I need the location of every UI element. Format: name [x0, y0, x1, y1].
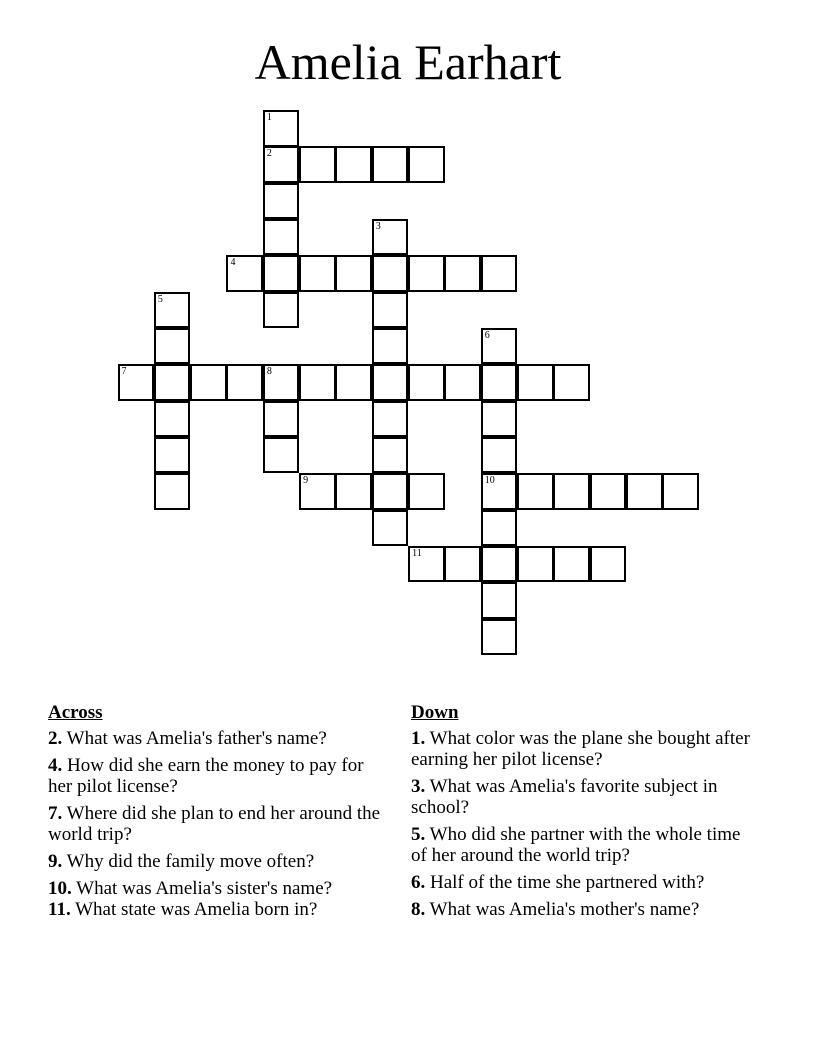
grid-cell[interactable] — [263, 183, 300, 220]
grid-cell[interactable] — [481, 364, 518, 401]
grid-cell[interactable] — [263, 364, 300, 401]
grid-cell[interactable] — [481, 473, 518, 510]
grid-cell[interactable] — [226, 255, 263, 292]
grid-cell[interactable] — [408, 146, 445, 183]
grid-cell[interactable] — [299, 364, 336, 401]
clue-number: 11. — [48, 899, 71, 920]
grid-cell[interactable] — [553, 364, 590, 401]
across-clue — [48, 899, 388, 920]
grid-cell[interactable] — [154, 401, 191, 438]
clue-number: 4. — [48, 755, 63, 776]
grid-cell[interactable] — [444, 364, 481, 401]
down-clue — [411, 776, 756, 818]
grid-cell[interactable] — [372, 437, 409, 474]
grid-cell[interactable] — [372, 219, 409, 256]
across-clue — [48, 851, 388, 872]
grid-cell[interactable] — [263, 437, 300, 474]
down-heading: Down — [411, 702, 459, 723]
grid-cell[interactable] — [154, 473, 191, 510]
clue-number-label: 5 — [157, 293, 163, 305]
clue-number-label: 2 — [266, 148, 272, 160]
grid-cell[interactable] — [154, 328, 191, 365]
grid-cell[interactable] — [263, 255, 300, 292]
grid-cell[interactable] — [299, 146, 336, 183]
grid-cell[interactable] — [263, 292, 300, 329]
across-clues — [48, 702, 388, 926]
grid-cell[interactable] — [590, 546, 627, 583]
clue-text: What was Amelia's sister's name? — [76, 878, 333, 899]
down-clue — [411, 899, 756, 920]
across-clue — [48, 755, 388, 797]
grid-cell[interactable] — [481, 582, 518, 619]
grid-cell[interactable] — [444, 255, 481, 292]
clue-number: 5. — [411, 824, 426, 845]
grid-cell[interactable] — [590, 473, 627, 510]
clue-number-label: 10 — [484, 475, 495, 487]
grid-cell[interactable] — [372, 146, 409, 183]
clue-text: How did she earn the money to pay for her pilot license? — [48, 755, 364, 797]
grid-cell[interactable] — [263, 401, 300, 438]
clue-number-label: 8 — [266, 366, 272, 378]
grid-cell[interactable] — [372, 401, 409, 438]
across-clue — [48, 878, 388, 899]
clue-number-label: 1 — [266, 112, 272, 123]
clue-text: Why did the family move often? — [66, 851, 315, 872]
clue-number: 10. — [48, 878, 72, 899]
grid-cell[interactable] — [481, 619, 518, 656]
grid-cell[interactable] — [226, 364, 263, 401]
grid-cell[interactable] — [481, 401, 518, 438]
grid-cell[interactable] — [553, 546, 590, 583]
down-clue — [411, 872, 756, 893]
grid-cell[interactable] — [517, 473, 554, 510]
grid-cell[interactable] — [408, 364, 445, 401]
grid-cell[interactable] — [154, 437, 191, 474]
clue-number-label: 3 — [375, 220, 381, 232]
grid-cell[interactable] — [553, 473, 590, 510]
grid-cell[interactable] — [372, 364, 409, 401]
clue-text: Who did she partner with the whole time of her around the world trip? — [411, 824, 741, 866]
grid-cell[interactable] — [481, 437, 518, 474]
clue-number: 1. — [411, 728, 426, 749]
clue-text: Half of the time she partnered with? — [430, 872, 705, 893]
grid-cell[interactable] — [481, 328, 518, 365]
across-clue — [48, 803, 388, 845]
grid-cell[interactable] — [517, 364, 554, 401]
grid-cell[interactable] — [335, 473, 372, 510]
clue-number: 6. — [411, 872, 426, 893]
clue-text: What state was Amelia born in? — [75, 899, 318, 920]
across-clue — [48, 728, 388, 749]
grid-cell[interactable] — [408, 473, 445, 510]
grid-cell[interactable] — [299, 255, 336, 292]
grid-cell[interactable] — [481, 255, 518, 292]
down-clues — [411, 702, 756, 926]
grid-cell[interactable] — [372, 473, 409, 510]
grid-cell[interactable] — [154, 292, 191, 329]
clue-number-label: 6 — [484, 329, 490, 341]
grid-cell[interactable] — [626, 473, 663, 510]
grid-cell[interactable] — [517, 546, 554, 583]
grid-cell[interactable] — [335, 146, 372, 183]
grid-cell[interactable] — [372, 255, 409, 292]
grid-cell[interactable] — [372, 328, 409, 365]
clue-text: What color was the plane she bought after earning her pilot license? — [411, 728, 750, 770]
clue-text: What was Amelia's mother's name? — [429, 899, 700, 920]
clue-number: 3. — [411, 776, 426, 797]
grid-cell[interactable] — [118, 364, 155, 401]
clue-text: Where did she plan to end her around the world trip? — [48, 803, 381, 845]
grid-cell[interactable] — [263, 146, 300, 183]
grid-cell[interactable] — [408, 546, 445, 583]
grid-cell[interactable] — [335, 364, 372, 401]
clue-number-label: 11 — [412, 547, 422, 559]
clue-text: What was Amelia's father's name? — [66, 728, 327, 749]
grid-cell[interactable] — [372, 510, 409, 547]
grid-cell[interactable] — [662, 473, 699, 510]
clue-number: 9. — [48, 851, 63, 872]
page-title: Amelia Earhart — [254, 34, 562, 90]
grid-cell[interactable] — [481, 510, 518, 547]
clue-number-label: 9 — [303, 475, 309, 487]
grid-cell[interactable] — [481, 546, 518, 583]
clue-number-label: 4 — [230, 257, 236, 269]
clue-text: What was Amelia's favorite subject in school? — [411, 776, 718, 818]
grid-cell[interactable] — [263, 110, 300, 147]
grid-cell[interactable] — [408, 255, 445, 292]
down-clue — [411, 824, 756, 866]
clue-number: 7. — [48, 803, 63, 824]
grid-cell[interactable] — [299, 473, 336, 510]
down-clue — [411, 728, 756, 770]
grid-cell[interactable] — [154, 364, 191, 401]
grid-cell[interactable] — [372, 292, 409, 329]
grid-cell[interactable] — [263, 219, 300, 256]
across-heading: Across — [48, 702, 103, 723]
grid-cell[interactable] — [190, 364, 227, 401]
clue-number: 2. — [48, 728, 63, 749]
clue-number: 8. — [411, 899, 426, 920]
grid-cell[interactable] — [335, 255, 372, 292]
grid-cell[interactable] — [444, 546, 481, 583]
clue-number-label: 7 — [121, 366, 127, 378]
